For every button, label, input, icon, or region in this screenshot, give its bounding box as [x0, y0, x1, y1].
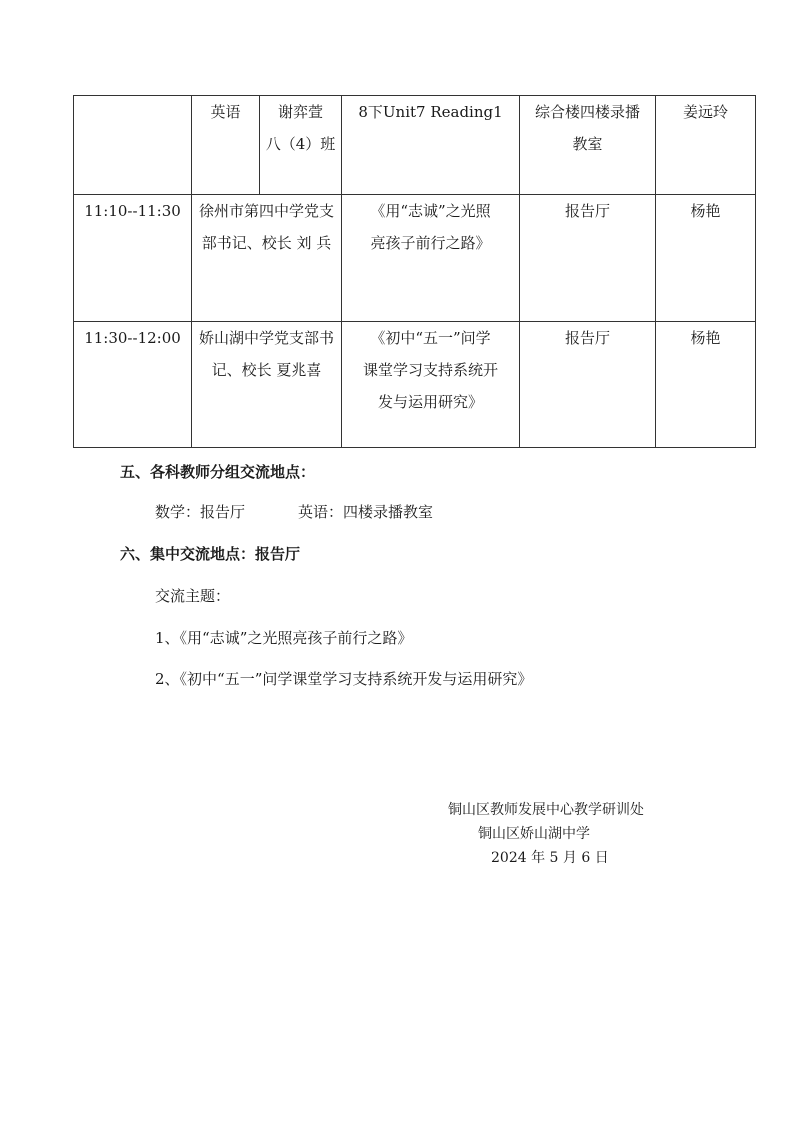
topic-line: 《用“志诚”之光照	[370, 202, 491, 220]
speaker-cell	[192, 322, 342, 448]
time-cell: 11:30--12:00	[74, 322, 192, 448]
footer-org2: 铜山区娇山湖中学	[478, 826, 590, 842]
host-cell: 姜远玲	[656, 96, 756, 195]
speaker-cell	[192, 195, 342, 322]
location-line: 综合楼四楼录播	[534, 103, 640, 121]
themes-label: 交流主题：	[155, 587, 231, 605]
speaker-line: 部书记、校长 刘 兵	[201, 234, 332, 252]
footer-org1: 铜山区教师发展中心教学研训处	[448, 802, 644, 818]
theme-item: 2、《初中“五一”问学课堂学习支持系统开发与运用研究》	[155, 670, 533, 688]
theme-item: 1、《用“志诚”之光照亮孩子前行之路》	[155, 629, 413, 647]
teacher-class: 八（4）班	[265, 135, 336, 153]
footer-date: 2024 年 5 月 6 日	[491, 850, 609, 866]
topic-line: 8下Unit7 Reading1	[358, 103, 503, 121]
topic-cell	[342, 96, 520, 195]
speaker-line: 徐州市第四中学党支	[198, 202, 334, 220]
host-cell: 杨艳	[656, 322, 756, 448]
topic-cell	[342, 322, 520, 448]
subject-cell: 英语	[192, 96, 260, 195]
location-cell: 报告厅	[520, 195, 656, 322]
topic-line: 发与运用研究》	[377, 393, 483, 411]
speaker-line: 记、校长 夏兆喜	[211, 361, 322, 379]
location-cell	[520, 96, 656, 195]
speaker-line: 娇山湖中学党支部书	[198, 329, 334, 347]
topic-line: 亮孩子前行之路》	[370, 234, 491, 252]
section5-heading: 五、各科教师分组交流地点：	[120, 463, 316, 481]
location-cell: 报告厅	[520, 322, 656, 448]
topic-cell	[342, 195, 520, 322]
section6-heading: 六、集中交流地点：报告厅	[120, 545, 301, 563]
location-line: 教室	[572, 135, 603, 153]
topic-line: 课堂学习支持系统开	[362, 361, 498, 379]
teacher-name: 谢弈萱	[277, 103, 323, 121]
table-row	[74, 195, 756, 322]
time-cell: 11:10--11:30	[74, 195, 192, 322]
time-cell	[74, 96, 192, 195]
math-location: 数学：报告厅	[155, 503, 246, 521]
teacher-cell	[260, 96, 342, 195]
host-cell: 杨艳	[656, 195, 756, 322]
table-row	[74, 96, 756, 195]
topic-line: 《初中“五一”问学	[370, 329, 491, 347]
table-row	[74, 322, 756, 448]
english-location: 英语：四楼录播教室	[298, 503, 434, 521]
schedule-table	[73, 95, 756, 448]
